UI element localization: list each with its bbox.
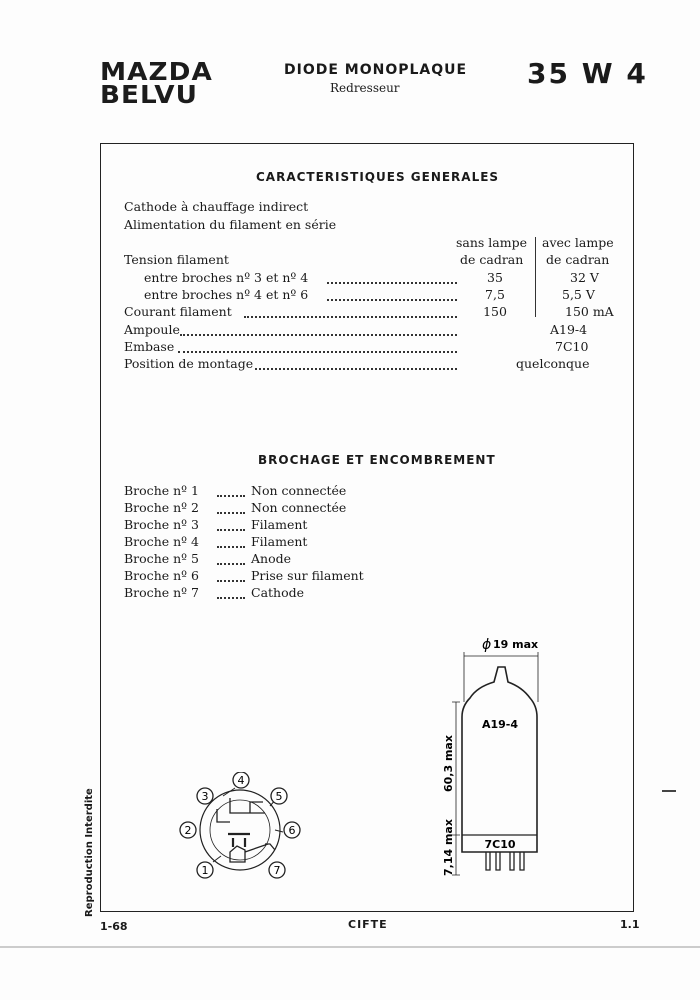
pin-label: Broche nº 1 [124, 483, 199, 498]
char-label-tension: Tension filament [124, 252, 229, 267]
col2-header-2: de cadran [546, 252, 610, 267]
leader-dots [217, 546, 245, 548]
vertical-note: Reproduction Interdite [84, 788, 95, 917]
bulb-outline [462, 667, 537, 852]
brand-line-1: MAZDA [100, 57, 213, 86]
diameter-symbol: ϕ [482, 637, 492, 653]
char-value-4-6-avec: 5,5 V [562, 287, 595, 302]
pin-number: 6 [288, 824, 296, 837]
pin-number: 3 [201, 790, 209, 803]
tube-pins [486, 852, 524, 870]
pin-row [124, 534, 444, 551]
column-divider [535, 237, 536, 317]
col1-header-1: sans lampe [456, 235, 528, 250]
leader-dots [217, 563, 245, 565]
base-label: 7C10 [484, 838, 516, 851]
bulb-label: A19-4 [481, 718, 519, 731]
pin-number: 4 [237, 774, 245, 787]
char-line-2: Alimentation du filament en série [124, 217, 337, 232]
leader-dots [217, 495, 245, 497]
footer-left: 1-68 [100, 920, 128, 933]
pin-function: Cathode [251, 585, 305, 600]
pin-label: Broche nº 4 [124, 534, 199, 549]
pin-label: Broche nº 3 [124, 517, 199, 532]
footer-center: CIFTE [348, 918, 388, 931]
char-value-courant-avec: 150 mA [565, 304, 614, 319]
pin-diagram [175, 772, 305, 882]
pin-row [124, 551, 444, 568]
pin-function: Non connectée [251, 483, 347, 498]
height-pins-label: 7,14 max [442, 819, 455, 876]
pin-number: 1 [201, 864, 209, 877]
char-label-position: Position de montage [124, 356, 254, 371]
leader-dots [244, 316, 457, 318]
char-value-ampoule: A19-4 [550, 322, 588, 337]
pin-row [124, 585, 444, 602]
pin-list [124, 483, 444, 602]
pin-label: Broche nº 6 [124, 568, 199, 583]
col1-header-2: de cadran [460, 252, 524, 267]
leader-dots [217, 512, 245, 514]
char-value-embase: 7C10 [555, 339, 589, 354]
pin-function: Filament [251, 517, 308, 532]
col2-header-1: avec lampe [542, 235, 614, 250]
pin-row [124, 568, 444, 585]
base-circle [200, 790, 280, 870]
pin-function: Non connectée [251, 500, 347, 515]
leader-dots [217, 529, 245, 531]
pin-number: 5 [275, 790, 283, 803]
pin-function: Prise sur filament [251, 568, 364, 583]
pin-number: 2 [184, 824, 192, 837]
pin-label: Broche nº 2 [124, 500, 199, 515]
anode-symbol [228, 834, 250, 847]
leader-dots [255, 368, 457, 370]
leader-dots [217, 580, 245, 582]
char-value-courant-sans: 150 [483, 304, 507, 319]
brand-logo [100, 57, 213, 109]
char-label-ampoule: Ampoule [124, 322, 180, 337]
pin-row [124, 483, 444, 500]
char-value-3-4-sans: 35 [487, 270, 503, 285]
pin-row [124, 500, 444, 517]
tube-drawing [430, 632, 560, 882]
leader-dots [327, 282, 457, 284]
pin-function: Filament [251, 534, 308, 549]
cathode-lines [230, 844, 275, 862]
leader-dots [180, 334, 457, 336]
document-subtitle: Redresseur [330, 81, 400, 95]
margin-mark [662, 790, 676, 792]
leader-dots [217, 597, 245, 599]
page-edge-line [0, 946, 700, 948]
char-label-pins-4-6: entre broches nº 4 et nº 6 [144, 287, 309, 302]
leader-dots [327, 299, 457, 301]
leader-dots [178, 351, 457, 353]
brand-line-2: BELVU [100, 80, 198, 109]
document-title: DIODE MONOPLAQUE [284, 62, 468, 78]
section-heading-pinout: BROCHAGE ET ENCOMBREMENT [258, 453, 496, 467]
pin-label: Broche nº 5 [124, 551, 199, 566]
char-value-position: quelconque [516, 356, 590, 371]
pin-number: 7 [273, 864, 281, 877]
char-label-pins-3-4: entre broches nº 3 et nº 4 [144, 270, 309, 285]
height-body-label: 60,3 max [442, 735, 455, 792]
pin-function: Anode [251, 551, 292, 566]
footer-right: 1.1 [620, 918, 640, 931]
char-label-courant: Courant filament [124, 304, 232, 319]
char-value-3-4-avec: 32 V [570, 270, 599, 285]
type-number: 35 W 4 [527, 57, 648, 90]
pin-label: Broche nº 7 [124, 585, 199, 600]
char-line-1: Cathode à chauffage indirect [124, 199, 309, 214]
pin-row [124, 517, 444, 534]
char-value-4-6-sans: 7,5 [485, 287, 505, 302]
char-label-embase: Embase [124, 339, 175, 354]
diameter-label: 19 max [493, 638, 539, 651]
filament-lines [217, 798, 265, 822]
inner-circle [210, 800, 270, 860]
section-heading-characteristics: CARACTERISTIQUES GENERALES [256, 170, 500, 184]
